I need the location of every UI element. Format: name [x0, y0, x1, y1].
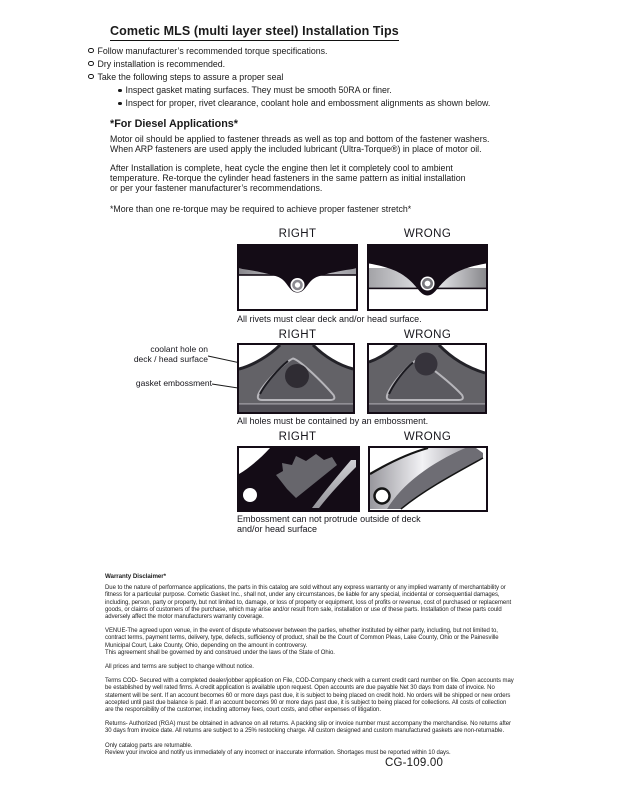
caption-protrusion [237, 514, 421, 534]
annotation-line: deck / head surface [133, 353, 208, 364]
tip-text: Inspect gasket mating surfaces. They must be smooth 50RA or finer. [125, 85, 392, 95]
tip-text: Dry installation is recommended. [97, 59, 226, 69]
diagram-embossment-wrong [367, 343, 487, 414]
coolant-hole-annotation [100, 345, 208, 364]
warranty-disclaimer-heading: Warranty Disclaimer* [105, 573, 167, 580]
annotation-line: coolant hole on [150, 344, 208, 354]
bullet-circle-icon [88, 61, 94, 67]
legal-disclaimer-block [105, 573, 516, 757]
paragraph-line: When ARP fasteners are used apply the included lubricant (Ultra-Torque®) in place of motor oil. [110, 144, 482, 154]
right-label: RIGHT [278, 431, 317, 443]
catalog-paragraph-2: Review your invoice and notify us immediately of any incorrect or inaccurate information. Shortages must be reported within 10 days. [105, 749, 451, 756]
paragraph-line: or per your fastener manufacturer’s recommendations. [110, 183, 323, 193]
diagram-rivet-clearance-right [237, 244, 358, 311]
wrong-label: WRONG [403, 228, 452, 240]
page-code: CG-109.00 [385, 757, 444, 769]
prices-paragraph: All prices and terms are subject to change without notice. [105, 664, 254, 671]
tip-subitem [88, 97, 558, 110]
paragraph-line: After Installation is complete, heat cycle the engine then let it completely cool to ambient [110, 163, 453, 173]
tip-item [88, 58, 558, 71]
terms-paragraph: Terms COD- Secured with a completed dealer/jobber application on File, COD-Company check with a current credit card number on file. Open accounts may be established by well rated firms. A credit application is available upon request. Open accounts are due payable Net 30 days from date of invoice. No statement will be sent. If an account becomes 60 or more days past due, it is subject to being placed on credit hold. No orders will be shipped or new orders accepted until past due balance is paid. If an account becomes 90 or more days past due, it is subject to being placed for collections. All costs of collection are the responsibility of the customer, including attorney fees, court costs, and other expenses of litigation. [105, 678, 514, 714]
tip-text: Inspect for proper, rivet clearance, coolant hole and embossment alignments as shown below. [125, 98, 491, 108]
caption-holes: All holes must be contained by an embossment. [237, 416, 429, 426]
diesel-paragraph-2 [110, 163, 530, 193]
bolt-hole-icon [243, 488, 257, 502]
diagram-protrusion-right [237, 446, 360, 512]
bullet-dot-icon [118, 89, 122, 93]
gasket-embossment-annotation: gasket embossment [135, 378, 212, 388]
paragraph-line: Motor oil should be applied to fastener threads as well as top and bottom of the fastener washers. [110, 134, 490, 144]
diagram-protrusion-wrong [368, 446, 488, 512]
wrong-label: WRONG [403, 431, 452, 443]
catalog-paragraph: Only catalog parts are returnable. [105, 742, 193, 749]
bullet-circle-icon [88, 48, 94, 54]
right-label: RIGHT [278, 329, 317, 341]
tip-text: Take the following steps to assure a proper seal [97, 72, 284, 82]
paragraph-line: temperature. Re-torque the cylinder head fasteners in the same pattern as initial installation [110, 173, 466, 183]
tip-item [88, 71, 558, 84]
caption-line: and/or head surface [237, 524, 318, 534]
returns-paragraph: Returns- Authorized (RGA) must be obtained in advance on all returns. A packing slip or invoice number must accompany the merchandise. No returns after 30 days from invoice date. All returns are subject to a 25% restocking charge. All custom designed and custom manufactured gaskets are non-returnable. [105, 721, 511, 735]
warranty-paragraph: Due to the nature of performance applications, the parts in this catalog are sold without any express warranty or any implied warranty of merchantability or fitness for a particular purpose. Cometic Gasket Inc., shall not, under any circumstances, be liable for any special, incidental or consequential damages, including, person, party or property, but not limited to, damage, or loss of property or equipment, loss of profits or revenue, cost of purchased or replacement goods, or claims of customers of the purchase, which may arise and/or result from sale, installation or use of these parts. Installation of these parts could adversely affect the motor manufacturers warranty coverage. [105, 585, 512, 621]
wrong-label: WRONG [403, 329, 452, 341]
coolant-hole-icon [285, 364, 309, 388]
caption-rivets: All rivets must clear deck and/or head surface. [237, 314, 422, 324]
bullet-circle-icon [88, 74, 94, 80]
venue-paragraph-2: This agreement shall be governed by and construed under the laws of the State of Ohio. [105, 649, 335, 656]
bullet-dot-icon [118, 102, 122, 106]
diesel-applications-heading: *For Diesel Applications* [110, 118, 238, 130]
diagram-rivet-clearance-wrong [367, 244, 488, 311]
caption-line: Embossment can not protrude outside of deck [237, 514, 421, 524]
retorque-note: *More than one re-torque may be required to achieve proper fastener stretch* [110, 204, 412, 214]
coolant-hole-icon [415, 353, 438, 376]
bolt-hole-icon [375, 489, 390, 504]
tip-text: Follow manufacturer’s recommended torque specifications. [97, 46, 328, 56]
diagram-embossment-right [237, 343, 355, 414]
diesel-paragraph-1 [110, 134, 530, 154]
page-title: Cometic MLS (multi layer steel) Installation Tips [110, 24, 399, 41]
tip-subitem [88, 84, 558, 97]
install-tips-list [88, 45, 558, 110]
right-label: RIGHT [278, 228, 317, 240]
venue-paragraph: VENUE-The agreed upon venue, in the event of dispute whatsoever between the parties, whether instituted by either party, including, but not limited to, contract terms, payment terms, delivery, type, defects, sufficiency of product, shall be the Court of Common Pleas, Lake County, Ohio or the Painesville Municipal Court, Lake County, Ohio, depending on the amount in controversy. [105, 628, 499, 649]
tip-item [88, 45, 558, 58]
